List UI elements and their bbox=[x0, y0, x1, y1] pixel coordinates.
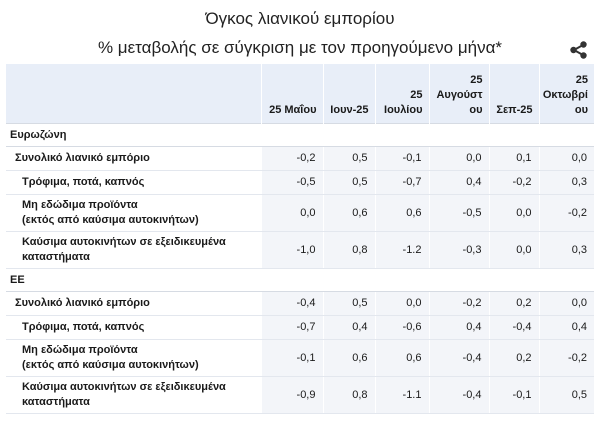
column-header: 25 Ιουλίου bbox=[375, 64, 429, 123]
value-cell: 0,8 bbox=[323, 376, 375, 413]
value-cell: 0,2 bbox=[489, 291, 539, 315]
value-cell: 0,5 bbox=[323, 291, 375, 315]
value-cell: 0,6 bbox=[375, 194, 429, 231]
header-corner bbox=[6, 64, 261, 123]
value-cell: -0,1 bbox=[261, 339, 323, 376]
value-cell: -0,7 bbox=[375, 170, 429, 194]
table-title: Όγκος λιανικού εμπορίου bbox=[205, 9, 395, 28]
row-label: Καύσιμα αυτοκινήτων σε εξειδικευμένα καταστήματα bbox=[6, 376, 261, 413]
value-cell: 0,4 bbox=[323, 315, 375, 339]
column-header: Ιουν-25 bbox=[323, 64, 375, 123]
value-cell: 0,0 bbox=[489, 231, 539, 268]
value-cell: 0,0 bbox=[375, 291, 429, 315]
value-cell: -1.2 bbox=[375, 231, 429, 268]
table-row bbox=[6, 170, 594, 194]
share-icon[interactable] bbox=[568, 40, 590, 60]
row-label: Συνολικό λιανικό εμπόριο bbox=[6, 291, 261, 315]
value-cell: -0,4 bbox=[489, 315, 539, 339]
value-cell: -0,2 bbox=[539, 339, 594, 376]
value-cell: -1,0 bbox=[261, 231, 323, 268]
value-cell: 0,5 bbox=[539, 376, 594, 413]
table-row bbox=[6, 146, 594, 170]
value-cell: -0,2 bbox=[261, 146, 323, 170]
value-cell: -0,2 bbox=[489, 170, 539, 194]
row-label: Καύσιμα αυτοκινήτων σε εξειδικευμένα καταστήματα bbox=[6, 231, 261, 268]
value-cell: 0,0 bbox=[429, 146, 489, 170]
value-cell: 0,5 bbox=[323, 170, 375, 194]
value-cell: 0,0 bbox=[539, 146, 594, 170]
value-cell: -0,3 bbox=[429, 231, 489, 268]
value-cell: -0,4 bbox=[261, 291, 323, 315]
row-label: Μη εδώδιμα προϊόντα (εκτός από καύσιμα αυτοκινήτων) bbox=[6, 339, 261, 376]
value-cell: -0,6 bbox=[375, 315, 429, 339]
table-row bbox=[6, 339, 594, 376]
table-row bbox=[6, 315, 594, 339]
group-row bbox=[6, 268, 594, 291]
value-cell: 0,8 bbox=[323, 231, 375, 268]
column-header: 25 Αυγούστ ου bbox=[429, 64, 489, 123]
group-label: Ευρωζώνη bbox=[6, 123, 594, 146]
value-cell: -0,2 bbox=[539, 194, 594, 231]
value-cell: 0,4 bbox=[539, 315, 594, 339]
value-cell: -0,2 bbox=[429, 291, 489, 315]
value-cell: -0,1 bbox=[375, 146, 429, 170]
value-cell: 0,0 bbox=[539, 291, 594, 315]
table-row bbox=[6, 231, 594, 268]
column-header: 25 Οκτωβρί ου bbox=[539, 64, 594, 123]
value-cell: 0,6 bbox=[375, 339, 429, 376]
value-cell: 0,3 bbox=[539, 231, 594, 268]
value-cell: 0,6 bbox=[323, 339, 375, 376]
row-label: Τρόφιμα, ποτά, καπνός bbox=[6, 315, 261, 339]
value-cell: 0,4 bbox=[429, 170, 489, 194]
value-cell: 0,2 bbox=[489, 339, 539, 376]
value-cell: 0,0 bbox=[261, 194, 323, 231]
value-cell: 0,3 bbox=[539, 170, 594, 194]
value-cell: -1.1 bbox=[375, 376, 429, 413]
column-header: Σεπ-25 bbox=[489, 64, 539, 123]
value-cell: -0,5 bbox=[429, 194, 489, 231]
value-cell: -0,4 bbox=[429, 376, 489, 413]
value-cell: 0,1 bbox=[489, 146, 539, 170]
value-cell: 0,6 bbox=[323, 194, 375, 231]
value-cell: 0,5 bbox=[323, 146, 375, 170]
group-label: ΕΕ bbox=[6, 268, 594, 291]
value-cell: 0,0 bbox=[489, 194, 539, 231]
table-row bbox=[6, 291, 594, 315]
column-header: 25 Μαΐου bbox=[261, 64, 323, 123]
value-cell: -0,7 bbox=[261, 315, 323, 339]
row-label: Συνολικό λιανικό εμπόριο bbox=[6, 146, 261, 170]
value-cell: -0,1 bbox=[489, 376, 539, 413]
value-cell: -0,4 bbox=[429, 339, 489, 376]
value-cell: -0,5 bbox=[261, 170, 323, 194]
value-cell: -0,9 bbox=[261, 376, 323, 413]
retail-volume-table bbox=[6, 64, 594, 414]
value-cell: 0,4 bbox=[429, 315, 489, 339]
header-row bbox=[6, 64, 594, 123]
row-label: Τρόφιμα, ποτά, καπνός bbox=[6, 170, 261, 194]
table-row bbox=[6, 194, 594, 231]
table-subtitle: % μεταβολής σε σύγκριση με τον προηγούμενο μήνα* bbox=[97, 38, 503, 57]
row-label: Μη εδώδιμα προϊόντα (εκτός από καύσιμα αυτοκινήτων) bbox=[6, 194, 261, 231]
table-row bbox=[6, 376, 594, 413]
group-row bbox=[6, 123, 594, 146]
